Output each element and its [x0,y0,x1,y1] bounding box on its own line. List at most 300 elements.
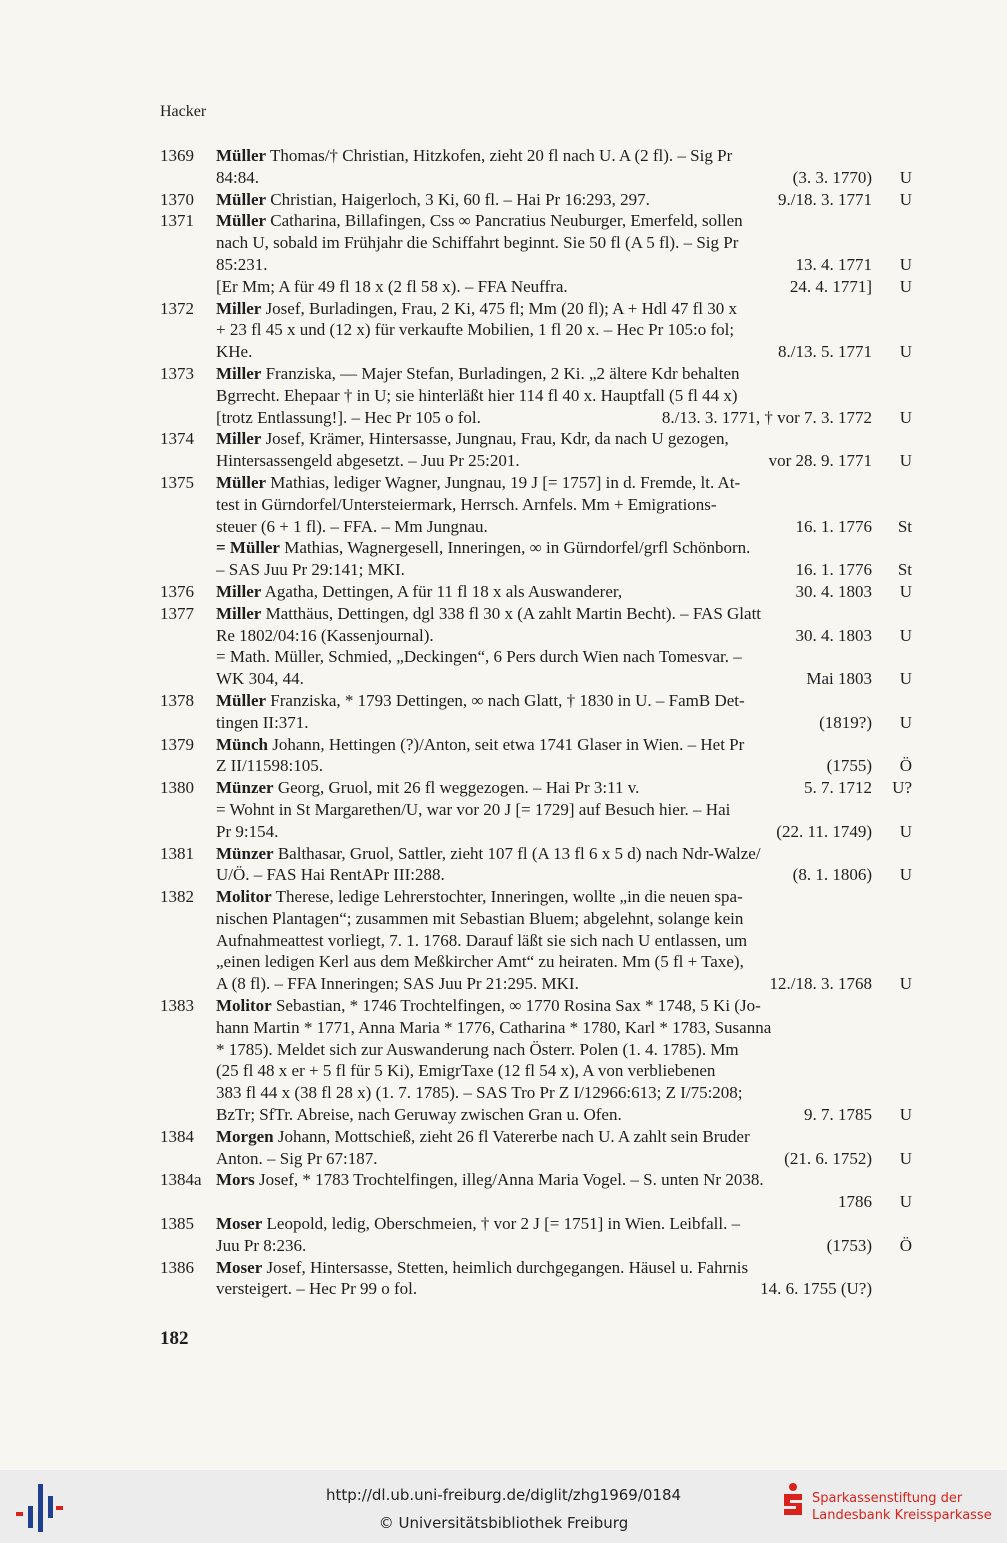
entry-text: nischen Plantagen“; zusammen mit Sebastian Bluem; abgelehnt, solange kein [216,908,744,928]
entry-body [216,690,912,734]
entry-text: KHe. [216,342,253,362]
line-text [216,603,864,625]
entry [160,472,912,581]
entry-date [864,734,872,756]
line-text [216,276,782,298]
entry-text: BzTr; SfTr. Abreise, nach Geruway zwischen Gran u. Ofen. [216,1105,622,1125]
entry-text: 84:84. [216,167,259,187]
entry-date [864,1169,872,1191]
entry-body [216,603,912,690]
sponsor-line-2: Landesbank Kreissparkasse [812,1508,992,1523]
line-text [216,843,864,865]
entry-date: 12./18. 3. 1768 [769,974,872,994]
entry-number: 1378 [160,690,194,710]
line-text [216,210,864,232]
entry-date: vor 28. 9. 1771 [768,451,872,471]
line-text [216,646,864,668]
entry [160,690,912,734]
entry-date [864,690,872,712]
entry-line [216,995,912,1017]
line-text [216,494,864,516]
entry-date [864,428,872,450]
line-text [216,951,864,973]
entry [160,210,912,297]
entry-date: 30. 4. 1803 [795,581,872,601]
entry [160,1213,912,1257]
line-text [216,516,788,538]
entry-date: (3. 3. 1770) [792,167,872,187]
surname: Miller [216,298,262,318]
entry-text: Therese, ledige Lehrerstochter, Inneringen, wollte „in die neuen spa- [271,887,743,907]
line-text [216,1169,864,1191]
surname: Molitor [216,996,272,1016]
line-text [216,668,798,690]
entry-date [864,1060,872,1082]
entry-line [216,1104,912,1126]
destination-mark [872,908,912,930]
surname: Müller [216,146,267,165]
line-text [216,1017,864,1039]
entry-line [216,1039,912,1061]
entry-body [216,1257,912,1301]
surname: Münzer [216,843,274,863]
entry-line [216,254,912,276]
destination-mark [872,690,912,712]
entry-line [216,232,912,254]
entry-body [216,298,912,363]
entry-line [216,559,912,581]
entry-date [864,298,872,320]
entry-line [216,145,912,167]
destination-mark [872,319,912,341]
entry-date: (22. 11. 1749) [776,821,872,841]
entry-number: 1373 [160,363,194,383]
destination-mark: U [899,581,912,601]
entry-line [216,690,912,712]
entry-number: 1379 [160,734,194,754]
destination-mark [872,1278,912,1300]
entry-date: (1819?) [819,712,872,732]
line-text [216,799,864,821]
entry-date: 13. 4. 1771 [795,254,872,274]
destination-mark [872,363,912,385]
sparkasse-s-icon [780,1482,806,1516]
surname: Mors [216,1170,255,1190]
entry-text: tingen II:371. [216,712,309,732]
entry-body [216,145,912,189]
line-text [216,930,864,952]
destination-mark [872,537,912,559]
entry-text: hann Martin * 1771, Anna Maria * 1776, Catharina * 1780, Karl * 1783, Susanna [216,1017,772,1037]
entry-text: + 23 fl 45 x und (12 x) für verkaufte Mobilien, 1 fl 20 x. – Hec Pr 105:o fol; [216,320,735,340]
entry-body [216,189,912,211]
entry-body [216,1126,912,1170]
entry-date: 16. 1. 1776 [795,560,872,580]
entry-line [216,494,912,516]
entry-text: Bgrrecht. Ehepaar † in U; sie hinterläßt hier 114 fl 40 x. Hauptfall (5 fl 44 x) [216,385,738,405]
entry-number: 1384a [160,1170,202,1190]
line-text [216,537,864,559]
entry-date [864,363,872,385]
entry-line [216,712,912,734]
destination-mark [872,995,912,1017]
entry-date [864,886,872,908]
entry-number: 1369 [160,146,194,165]
line-text [216,821,768,843]
entry-text: = Wohnt in St Margarethen/U, war vor 20 J [= 1729] auf Besuch hier. – Hai [216,799,731,819]
line-text [216,167,785,189]
destination-mark [872,298,912,320]
entry-date [864,646,872,668]
destination-mark [872,1126,912,1148]
entry-date: 9./18. 3. 1771 [778,189,872,209]
line-text [216,625,788,647]
destination-mark [872,951,912,973]
entry [160,886,912,995]
entry-line [216,930,912,952]
entry-date: 1786 [838,1192,872,1212]
line-text [216,690,864,712]
entry [160,145,912,189]
surname: Moser [216,1257,263,1277]
entry-line [216,1060,912,1082]
surname: Münch [216,734,268,754]
destination-mark: U [899,669,912,689]
line-text [216,450,761,472]
entry-line [216,472,912,494]
entry-text: Josef, Hintersasse, Stetten, heimlich durchgegangen. Häusel u. Fahrnis [262,1257,749,1277]
entry-list [160,145,912,1300]
entry-date: (1753) [826,1235,872,1255]
entry-text: Z II/11598:105. [216,756,324,776]
line-text [216,973,762,995]
entry-line [216,1017,912,1039]
entry-line [216,276,912,298]
entry [160,603,912,690]
entry-text: Franziska, –– Majer Stefan, Burladingen, 2 Ki. „2 ältere Kdr behalten [261,363,740,383]
entry-line [216,864,912,886]
entry-text: Josef, Krämer, Hintersasse, Jungnau, Frau, Kdr, da nach U gezogen, [261,429,729,449]
entry-text: A (8 fl). – FFA Inneringen; SAS Juu Pr 21:295. MKI. [216,974,579,994]
entry-line [216,843,912,865]
destination-mark: U? [892,778,912,798]
entry-line [216,799,912,821]
destination-mark [872,930,912,952]
entry-date: Mai 1803 [806,669,872,689]
entry-text: Matthäus, Dettingen, dgl 338 fl 30 x (A zahlt Martin Becht). – FAS Glatt [261,603,762,623]
entry-line [216,385,912,407]
entry-text: Pr 9:154. [216,821,279,841]
entry-text: Johann, Hettingen (?)/Anton, seit etwa 1741 Glaser in Wien. – Het Pr [267,734,745,754]
entry-line [216,1257,912,1279]
entry-date [864,1039,872,1061]
entry-date [864,319,872,341]
line-text [216,363,864,385]
entry-text: steuer (6 + 1 fl). – FFA. – Mm Jungnau. [216,516,488,536]
destination-mark [872,494,912,516]
entry-line [216,189,912,211]
destination-mark [872,428,912,450]
entry [160,428,912,472]
entry-body [216,210,912,297]
entry-line [216,1213,912,1235]
entry-date [864,799,872,821]
entry-date [864,1017,872,1039]
entry-text: Juu Pr 8:236. [216,1235,307,1255]
entry-body [216,777,912,842]
entry-date: (1755) [826,756,872,776]
destination-mark: U [899,254,912,274]
entry-line [216,646,912,668]
surname: Miller [216,581,262,601]
entry [160,1126,912,1170]
entry-line [216,755,912,777]
entry-line [216,1191,912,1213]
entry-date [864,537,872,559]
entry-date [864,1126,872,1148]
entry-text: Aufnahmeattest vorliegt, 7. 1. 1768. Darauf läßt sie sich nach U entlassen, um [216,930,748,950]
line-text [216,1060,864,1082]
entry-text: Mathias, Wagnergesell, Inneringen, ∞ in Gürndorfel/grfl Schönborn. [279,538,751,558]
entry-date [864,1257,872,1279]
entry-date: 14. 6. 1755 (U?) [760,1279,872,1299]
destination-mark [872,1169,912,1191]
destination-mark [872,1257,912,1279]
destination-mark [872,1213,912,1235]
entry-line [216,537,912,559]
entry-text: – SAS Juu Pr 29:141; MKI. [216,560,405,580]
entry-text: versteigert. – Hec Pr 99 o fol. [216,1279,418,1299]
destination-mark [872,843,912,865]
entry-text: Josef, Burladingen, Frau, 2 Ki, 475 fl; Mm (20 fl); A + Hdl 47 fl 30 x [261,298,737,318]
line-text [216,1104,796,1126]
destination-mark: U [899,167,912,187]
line-text [216,319,864,341]
destination-mark: U [899,276,912,296]
entry-line [216,1169,912,1191]
destination-mark: U [899,625,912,645]
entry-number: 1377 [160,603,194,623]
surname: Müller [216,211,267,231]
destination-mark [872,472,912,494]
line-text [216,1126,864,1148]
entry-number: 1374 [160,429,194,449]
entry-text: Agatha, Dettingen, A für 11 fl 18 x als Auswanderer, [261,581,623,601]
entry-text: 383 fl 44 x (38 fl 28 x) (1. 7. 1785). – SAS Tro Pr Z I/12966:613; Z I/75:208; [216,1083,743,1103]
entry-date: 24. 4. 1771] [789,276,872,296]
entry-text: Leopold, ledig, Oberschmeien, † vor 2 J [= 1751] in Wien. Leibfall. – [262,1214,741,1234]
entry-text: Franziska, * 1793 Dettingen, ∞ nach Glatt, † 1830 in U. – FamB Det- [266,690,745,710]
entry-number: 1371 [160,211,194,231]
destination-mark: U [899,865,912,885]
destination-mark [872,145,912,167]
destination-mark: U [899,407,912,427]
entry-text: Sebastian, * 1746 Trochtelfingen, ∞ 1770 Rosina Sax * 1748, 5 Ki (Jo- [271,996,761,1016]
document-url[interactable]: http://dl.ub.uni-freiburg.de/diglit/zhg1969/0184 [325,1486,682,1504]
surname: Morgen [216,1126,274,1146]
entry-date: (8. 1. 1806) [792,865,872,885]
surname: Molitor [216,887,272,907]
destination-mark [872,1017,912,1039]
entry-text: [Er Mm; A für 49 fl 18 x (2 fl 58 x). – FFA Neuffra. [216,276,568,296]
destination-mark: Ö [899,1235,912,1255]
entry-number: 1370 [160,189,194,209]
entry-text: Mathias, lediger Wagner, Jungnau, 19 J [= 1757] in d. Fremde, lt. At- [266,472,741,492]
destination-mark [872,603,912,625]
entry-date: 5. 7. 1712 [804,778,872,798]
entry-body [216,1213,912,1257]
entry [160,189,912,211]
entry-body [216,1169,912,1213]
entry-line [216,210,912,232]
entry-text: WK 304, 44. [216,669,304,689]
entry-line [216,516,912,538]
entry [160,777,912,842]
entry-line [216,908,912,930]
entry-text: Balthasar, Gruol, Sattler, zieht 107 fl (A 13 fl 6 x 5 d) nach Ndr-Walze/ [273,843,761,863]
entry-date: 30. 4. 1803 [795,625,872,645]
line-text [216,886,864,908]
surname: Moser [216,1214,263,1234]
entry-text: nach U, sobald im Frühjahr die Schiffahrt beginnt. Sie 50 fl (A 5 fl). – Sig Pr [216,233,739,253]
destination-mark [872,646,912,668]
destination-mark: U [899,1105,912,1125]
entry-text: Anton. – Sig Pr 67:187. [216,1148,378,1168]
line-text [216,189,770,211]
line-text [216,1082,864,1104]
surname: Miller [216,363,262,383]
entry-date: 9. 7. 1785 [804,1105,872,1125]
surname: = Müller [216,538,280,558]
destination-mark: U [899,342,912,362]
entry-text: test in Gürndorfel/Untersteiermark, Herrsch. Arnfels. Mm + Emigrations- [216,494,717,514]
destination-mark: U [899,1192,912,1212]
entry-date [864,1213,872,1235]
line-text [216,341,770,363]
line-text [216,755,819,777]
entry-line [216,821,912,843]
entry [160,298,912,363]
destination-mark: St [897,516,912,536]
surname: Müller [216,690,267,710]
entry-line [216,668,912,690]
surname: Miller [216,603,262,623]
line-text [216,145,864,167]
entry-line [216,886,912,908]
viewer-footer [0,1470,1007,1543]
entry-date: (21. 6. 1752) [784,1148,872,1168]
destination-mark [872,799,912,821]
entry-line [216,1278,912,1300]
line-text [216,581,788,603]
entry-number: 1383 [160,996,194,1016]
sponsor-logo [780,1482,1000,1532]
entry-body [216,995,912,1126]
entry-date [864,995,872,1017]
destination-mark: U [899,712,912,732]
line-text [216,712,811,734]
entry [160,734,912,778]
sponsor-line-1: Sparkassenstiftung der [812,1491,963,1506]
entry-text: (25 fl 48 x er + 5 fl für 5 Ki), EmigrTaxe (12 fl 54 x), A von verbliebenen [216,1061,716,1081]
line-text [216,407,654,429]
line-text [216,385,864,407]
entry-date [864,145,872,167]
entry-line [216,1148,912,1170]
line-text [216,1039,864,1061]
entry-date: 16. 1. 1776 [795,516,872,536]
line-text [216,472,864,494]
line-text [216,1257,864,1279]
entry-line [216,951,912,973]
entry [160,1169,912,1213]
entry-text: Hintersassengeld abgesetzt. – Juu Pr 25:201. [216,451,520,471]
entry-text: Georg, Gruol, mit 26 fl weggezogen. – Hai Pr 3:11 v. [273,778,640,798]
line-text [216,298,864,320]
entry-line [216,298,912,320]
entry-date [864,210,872,232]
destination-mark [872,734,912,756]
entry-date [864,908,872,930]
entry-line [216,319,912,341]
entry-line [216,407,912,429]
entry-body [216,581,912,603]
line-text [216,1191,830,1213]
entry-number: 1380 [160,778,194,798]
copyright-text: © Universitätsbibliothek Freiburg [378,1514,629,1532]
page-number: 182 [160,1328,189,1349]
entry-date [864,930,872,952]
entry-number: 1381 [160,843,194,863]
entry-line [216,450,912,472]
destination-mark: U [899,1148,912,1168]
surname: Müller [216,472,267,492]
surname: Münzer [216,778,274,798]
line-text [216,1278,752,1300]
line-text [216,1148,776,1170]
line-text [216,777,796,799]
line-text [216,232,864,254]
entry-line [216,428,912,450]
entry-number: 1386 [160,1257,194,1277]
entry-text: Christian, Haigerloch, 3 Ki, 60 fl. – Hai Pr 16:293, 297. [266,189,650,209]
line-text [216,428,864,450]
entry-text: [trotz Entlassung!]. – Hec Pr 105 o fol. [216,407,481,427]
line-text [216,734,864,756]
entry-number: 1382 [160,887,194,907]
entry-date: 8./13. 5. 1771 [778,342,872,362]
entry-text: * 1785). Meldet sich zur Auswanderung nach Österr. Polen (1. 4. 1785). Mm [216,1039,739,1059]
destination-mark: U [899,189,912,209]
entry-text: Thomas/† Christian, Hitzkofen, zieht 20 fl nach U. A (2 fl). – Sig Pr [266,146,733,165]
entry-line [216,1082,912,1104]
entry-line [216,734,912,756]
entry-line [216,363,912,385]
entry [160,995,912,1126]
entry [160,843,912,887]
entry-body [216,734,912,778]
entry-line [216,581,912,603]
destination-mark: U [899,974,912,994]
entry-number: 1372 [160,298,194,318]
entry-body [216,843,912,887]
entry-text: Re 1802/04:16 (Kassenjournal). [216,625,434,645]
line-text [216,1213,864,1235]
surname: Miller [216,429,262,449]
entry-text: 85:231. [216,254,268,274]
entry-line [216,625,912,647]
destination-mark [872,385,912,407]
